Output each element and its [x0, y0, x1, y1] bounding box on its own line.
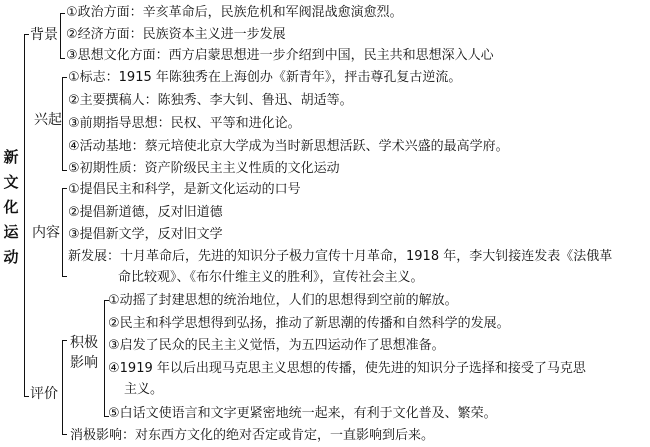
positive-impact-item: ③启发了民众的民主主义觉悟，为五四运动作了思想准备。	[108, 338, 445, 353]
rise-item: ⑤初期性质：资产阶级民主主义性质的文化运动	[68, 161, 340, 176]
background-bracket	[60, 13, 61, 58]
main-bracket-tick	[24, 34, 29, 35]
positive-impact-item: ⑤白话文使语言和文字更紧密地统一起来，有利于文化普及、繁荣。	[108, 406, 497, 421]
section-label-background: 背景	[30, 27, 58, 43]
positive-impact-label: 影响	[70, 355, 98, 371]
positive-impact-label: 积极	[70, 335, 98, 351]
positive-impact-item: ①动摇了封建思想的统治地位，人们的思想得到空前的解放。	[108, 293, 458, 308]
content-bracket-tick	[62, 188, 67, 189]
background-item: ①政治方面：辛亥革命后，民族危机和军阀混战愈演愈烈。	[66, 5, 403, 20]
content-item: ②提倡新道德，反对旧道德	[68, 205, 223, 220]
diagram-title	[3, 145, 19, 270]
background-item: ③思想文化方面：西方启蒙思想进一步介绍到中国，民主共和思想深入人心	[66, 48, 494, 63]
evaluation-bracket-tick	[62, 434, 67, 435]
background-bracket-tick	[60, 58, 65, 59]
rise-bracket-tick	[62, 77, 67, 78]
content-new-development: 新发展：十月革命后，先进的知识分子极力宣传十月革命，1918 年，李大钊接连发表《法俄革	[68, 249, 613, 264]
evaluation-bracket	[62, 340, 63, 434]
rise-bracket	[62, 77, 63, 170]
title-char: 新	[3, 148, 19, 166]
positive-impact-item: ②民主和科学思想得到弘扬，推动了新思潮的传播和自然科学的发展。	[108, 316, 510, 331]
section-label-rise: 兴起	[34, 112, 62, 128]
title-char: 化	[3, 198, 19, 216]
negative-impact: 消极影响：对东西方文化的绝对否定或肯定，一直影响到后来。	[70, 428, 435, 443]
main-bracket	[24, 34, 25, 396]
content-bracket-tick	[62, 276, 67, 277]
rise-item: ②主要撰稿人：陈独秀、李大钊、鲁迅、胡适等。	[68, 93, 353, 108]
rise-bracket-tick	[62, 170, 67, 171]
positive-impact-item-cont: 主义。	[124, 382, 164, 397]
title-char: 运	[3, 223, 19, 241]
content-new-development-cont: 命比较观》、《布尔什维主义的胜利》，宣传社会主义。	[118, 270, 424, 285]
positive-impact-bracket	[104, 300, 105, 416]
content-item: ③提倡新文学，反对旧文学	[68, 227, 223, 242]
positive-impact-item: ④1919 年以后出现马克思主义思想的传播，使先进的知识分子选择和接受了马克思	[108, 361, 586, 376]
evaluation-bracket-tick	[62, 340, 67, 341]
content-bracket	[62, 188, 63, 276]
rise-item: ③前期指导思想：民权、平等和进化论。	[68, 116, 301, 131]
title-char: 文	[3, 173, 19, 191]
title-char: 动	[3, 248, 19, 266]
section-label-content: 内容	[32, 225, 60, 241]
background-item: ②经济方面：民族资本主义进一步发展	[66, 27, 286, 42]
rise-item: ④活动基地：蔡元培使北京大学成为当时新思想活跃、学术兴盛的最高学府。	[68, 139, 509, 154]
section-label-evaluation: 评价	[30, 386, 58, 402]
background-bracket-tick	[60, 13, 65, 14]
content-item: ①提倡民主和科学，是新文化运动的口号	[68, 182, 301, 197]
rise-item: ①标志：1915 年陈独秀在上海创办《新青年》，抨击尊孔复古逆流。	[68, 70, 462, 85]
main-bracket-tick	[24, 396, 29, 397]
